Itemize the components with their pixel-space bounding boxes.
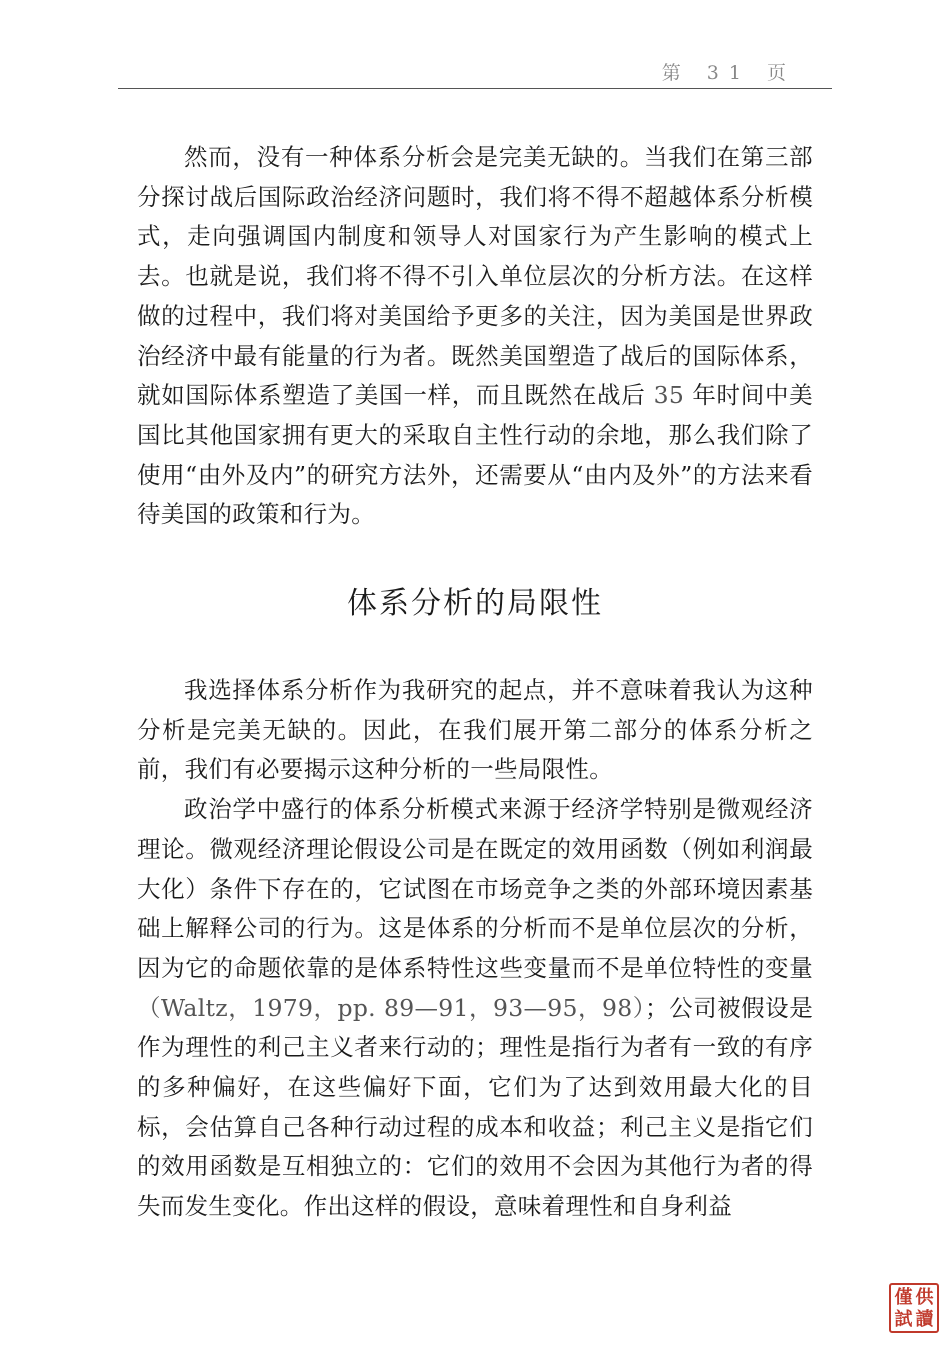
paragraph-text: 年时间中美国比其他国家拥有更大的采取自主性行动的余地，那么我们除了使用“由外及内”的研究方法外，还需要从“由内及外”的方法来看待美国的政策和行为。 bbox=[137, 381, 813, 529]
trial-reading-seal-icon bbox=[889, 1283, 939, 1333]
page-header bbox=[118, 56, 832, 89]
page-number: 第 31 页 bbox=[661, 62, 796, 84]
body-text bbox=[137, 138, 813, 1227]
paragraph-text: ；公司被假设是作为理性的利己主义者来行动的；理性是指行为者有一致的有序的多种偏好，在这些偏好下面，它们为了达到效用最大化的目标，会估算自己各种行动过程的成本和收益；利己主义是指它们的效用函数是互相独立的：它们的效用不会因为其他行为者的得失而发生变化。作出这样的假设，意味着理性和自身利益 bbox=[137, 993, 813, 1221]
seal-char: 僅 bbox=[894, 1287, 913, 1308]
seal-char: 供 bbox=[915, 1287, 934, 1308]
citation-text: （Waltz，1979，pp. 89—91，93—95，98） bbox=[137, 993, 646, 1022]
citation-text: 35 bbox=[653, 381, 685, 410]
seal-char: 試 bbox=[894, 1309, 913, 1330]
paragraph-text: 我选择体系分析作为我研究的起点，并不意味着我认为这种分析是完美无缺的。因此，在我们展开第二部分的体系分析之前，我们有必要揭示这种分析的一些局限性。 bbox=[137, 676, 813, 784]
paragraph bbox=[137, 790, 813, 1227]
paragraph-text: 政治学中盛行的体系分析模式来源于经济学特别是微观经济理论。微观经济理论假设公司是在既定的效用函数（例如利润最大化）条件下存在的，它试图在市场竞争之类的外部环境因素基础上解释公司的行为。这是体系的分析而不是单位层次的分析，因为它的命题依靠的是体系特性这些变量而不是单位特性的变量 bbox=[137, 795, 813, 982]
seal-char: 讀 bbox=[915, 1309, 934, 1330]
section-title: 体系分析的局限性 bbox=[347, 586, 603, 622]
paragraph bbox=[137, 671, 813, 790]
paragraph bbox=[137, 138, 813, 535]
paragraph-text: 然而，没有一种体系分析会是完美无缺的。当我们在第三部分探讨战后国际政治经济问题时，我们将不得不超越体系分析模式，走向强调国内制度和领导人对国家行为产生影响的模式上去。也就是说，我们将不得不引入单位层次的分析方法。在这样做的过程中，我们将对美国给予更多的关注，因为美国是世界政治经济中最有能量的行为者。既然美国塑造了战后的国际体系，就如国际体系塑造了美国一样，而且既然在战后 bbox=[137, 143, 813, 410]
